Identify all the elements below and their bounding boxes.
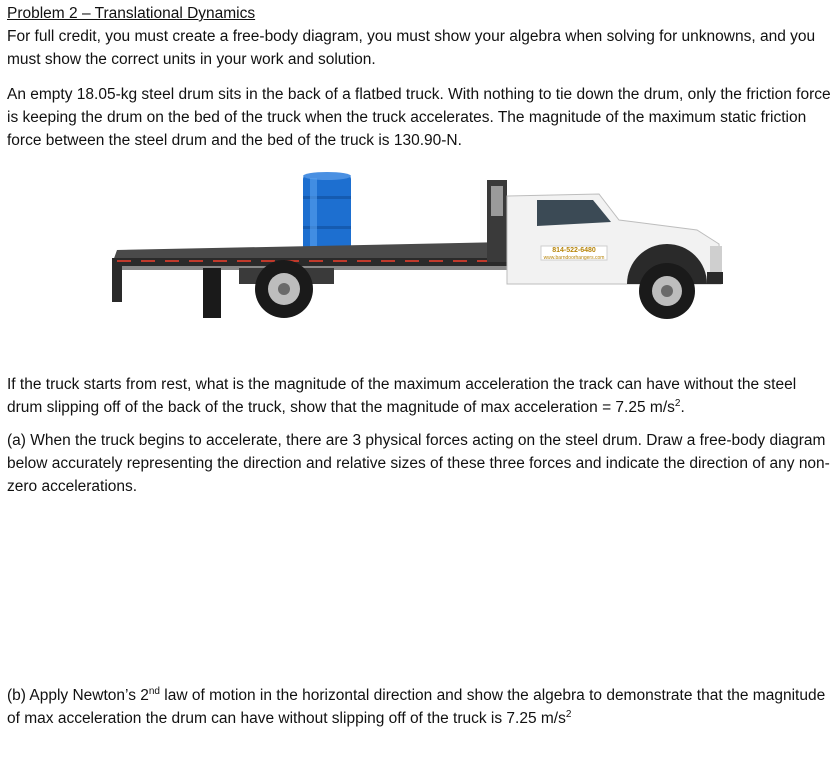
part-b-exponent: 2 — [565, 709, 572, 720]
main-question-period: . — [680, 399, 685, 416]
truck-cab — [507, 194, 723, 284]
main-question-text: If the truck starts from rest, what is the magnitude of the maximum acceleration the track can have without the steel drum slipping off of the back of the truck, show that the magnitude of max acceleration = 7.25 m/s — [7, 376, 797, 416]
front-wheel — [639, 263, 695, 319]
part-b-ordinal-superscript: nd — [148, 686, 160, 697]
truck-figure — [7, 160, 833, 365]
main-question-paragraph — [7, 373, 833, 419]
part-b-text-end: law of motion in the horizontal direction and show the algebra to demonstrate that the magnitude of max acceleration the drum can have without slipping off of the truck is 7.25 m/s — [7, 687, 826, 727]
part-b-text-start: (b) Apply Newton’s 2 — [7, 687, 149, 704]
drum-description-paragraph: An empty 18.05-kg steel drum sits in the back of a flatbed truck. With nothing to tie down the drum, only the friction force is keeping the drum on the bed of the truck when the truck accelerates. The magnitude of the maximum static friction force between the steel drum and the bed of the truck is 130.90-N. — [7, 86, 831, 149]
door-web-text: www.barndoorhangers.com — [543, 255, 605, 261]
rear-wheel — [255, 260, 313, 318]
flatbed-truck-illustration — [7, 160, 833, 365]
instructions-paragraph: For full credit, you must create a free-body diagram, you must show your algebra when solving for unknowns, and you must show the correct units in your work and solution. — [7, 28, 816, 68]
free-body-diagram-space — [7, 498, 833, 684]
door-phone-text: 814-522-6480 — [552, 247, 596, 254]
part-a-paragraph: (a) When the truck begins to accelerate, there are 3 physical forces acting on the steel drum. Draw a free-body diagram below accurately representing the direction and relative sizes of these three forces and indicate the direction of any non-zero accelerations. — [7, 432, 830, 495]
problem-title: Problem 2 – Translational Dynamics — [7, 5, 256, 22]
main-question-exponent: 2 — [674, 398, 681, 409]
headache-rack — [487, 180, 507, 262]
steel-drum — [303, 172, 351, 255]
part-b-paragraph — [7, 684, 833, 730]
document-page — [7, 2, 833, 730]
